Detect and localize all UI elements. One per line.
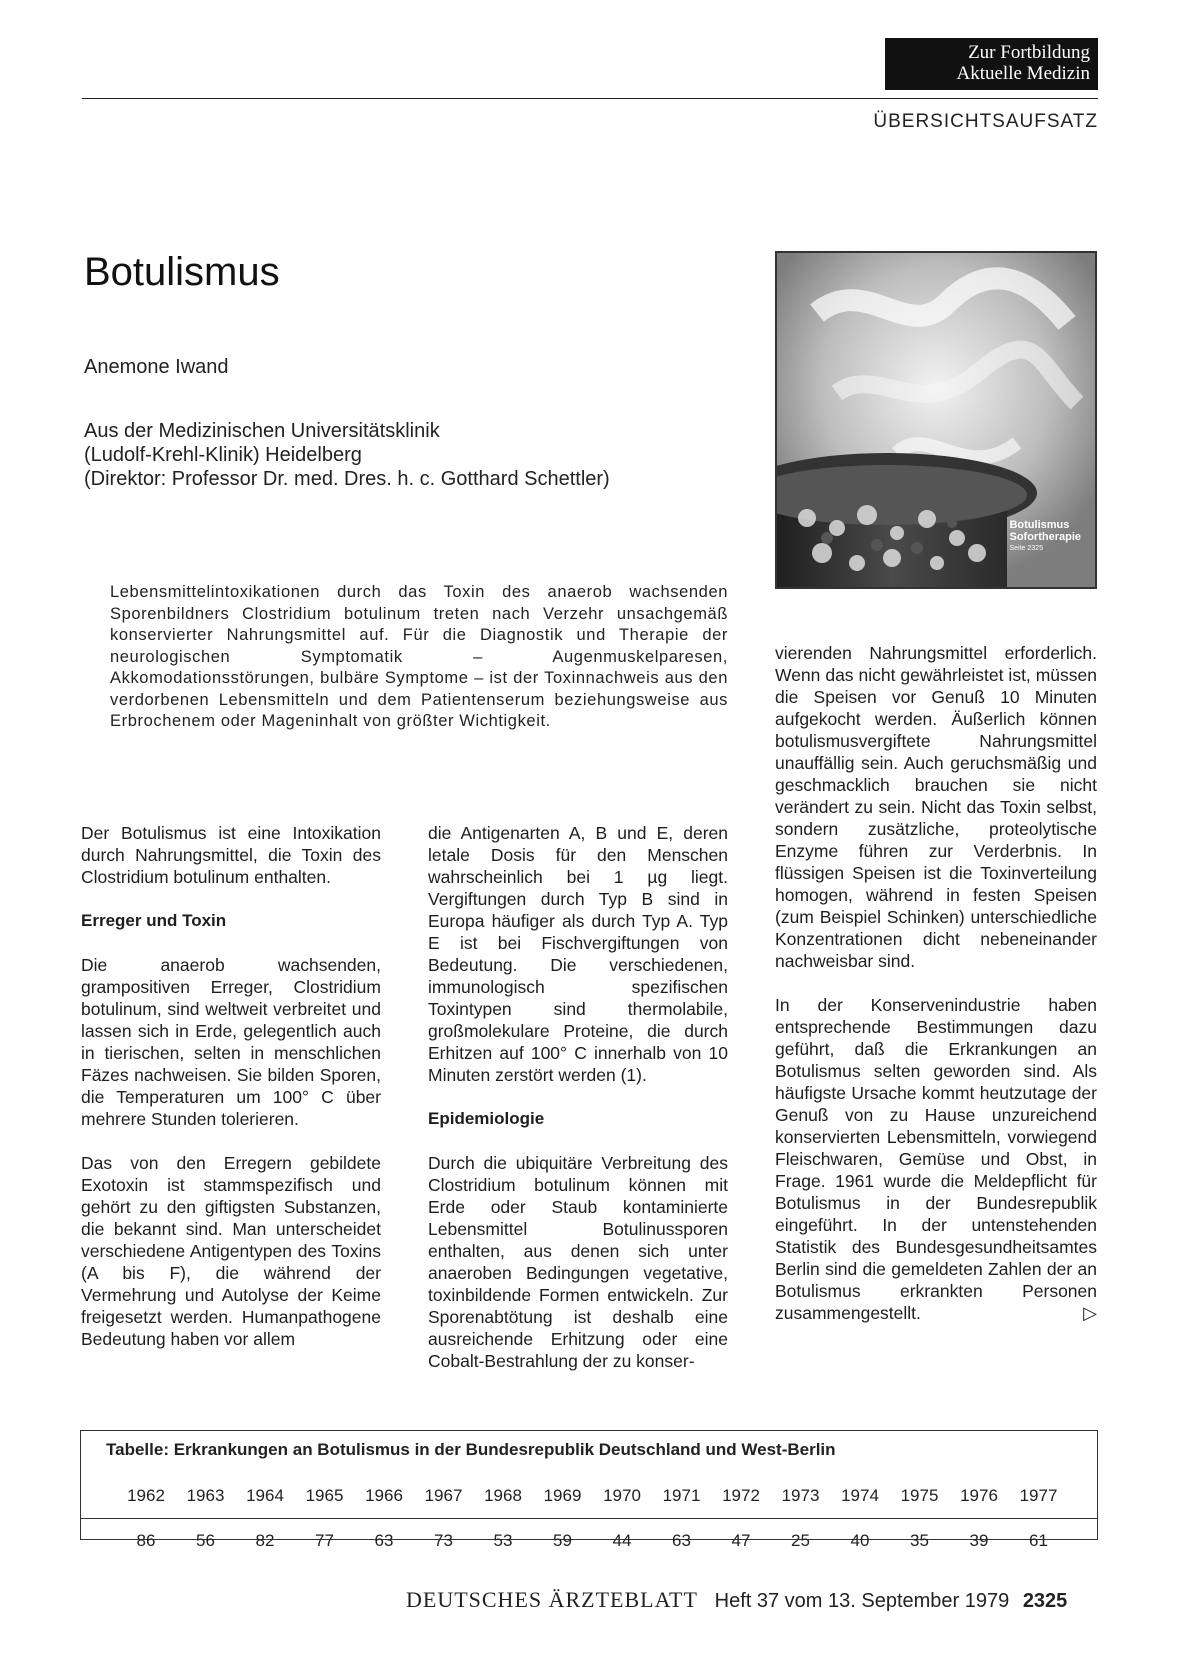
- author-affiliation: [84, 419, 610, 491]
- photo-caption-line-3: Seite 2325: [1009, 545, 1043, 552]
- table-value-cell: 73: [434, 1531, 453, 1550]
- cover-photo: [775, 251, 1097, 589]
- paragraph: Der Botulismus ist eine Intoxikation durch Nahrungsmittel, die Toxin des Clostridium botulinum enthalten.: [81, 823, 381, 887]
- table-row-years: [81, 1486, 1097, 1510]
- section-heading: Epidemiologie: [428, 1109, 545, 1128]
- abstract: Lebensmittelintoxikationen durch das Toxin des anaerob wachsenden Sporenbildners Clostridium botulinum treten nach Verzehr unsachgemäß konservierter Nahrungsmittel auf. Für die Diagnostik und Therapie der neurologischen Symptomatik – Augenmuskelparesen, Akkomodationsstörungen, bulbäre Symptome – ist der Toxinnachweis aus den verdorbenen Lebensmitteln und dem Patientenserum beziehungsweise aus Erbrochenem oder Mageninhalt von größter Wichtigkeit.: [110, 583, 728, 730]
- table-year-cell: 1976: [960, 1486, 998, 1505]
- table-value-cell: 25: [791, 1531, 810, 1550]
- table-row-values: [81, 1531, 1097, 1555]
- body-column-2: [428, 822, 728, 1394]
- table-value-cell: 35: [910, 1531, 929, 1550]
- page-footer: [406, 1587, 1067, 1613]
- table-title: Tabelle: Erkrankungen an Botulismus in der Bundesrepublik Deutschland und West-Berlin: [106, 1440, 836, 1459]
- table-year-cell: 1977: [1019, 1486, 1058, 1505]
- badge-line-1: Zur Fortbildung: [968, 42, 1090, 63]
- table-year-cell: 1965: [305, 1486, 344, 1505]
- table-value-cell: 56: [196, 1531, 215, 1550]
- table-year-cell: 1963: [186, 1486, 225, 1505]
- table-year-cell: 1967: [424, 1486, 463, 1505]
- statistics-table: [80, 1430, 1098, 1550]
- table-year-cell: 1970: [603, 1486, 641, 1505]
- photo-caption: [1009, 519, 1081, 555]
- paragraph: Die anaerob wachsenden, grampositiven Erreger, Clostridium botulinum, sind weltweit verbreitet und lassen sich in Erde, gelegentlich auch in tierischen, selten in menschlichen Fäzes nachweisen. Sie bilden Sporen, die Temperaturen um 100° C über mehrere Stunden tolerieren.: [81, 955, 381, 1129]
- issue-info: Heft 37 vom 13. September 1979: [714, 1590, 1010, 1612]
- table-year-cell: 1975: [900, 1486, 939, 1505]
- paragraph: vierenden Nahrungsmittel erforderlich. Wenn das nicht gewährleistet ist, müssen die Speisen vor Genuß 10 Minuten aufgekocht werden. Äußerlich können botulismusvergiftete Nahrungsmittel unauffällig sein. Auch geruchsmäßig und geschmacklich brauchen sie nicht verändert zu sein. Nicht das Toxin selbst, sondern zusätzliche, proteolytische Enzyme führen zur Verderbnis. In flüssigen Speisen ist die Toxinverteilung homogen, während in festen Speisen (zum Beispiel Schinken) unterschiedliche Konzentrationen dicht nebeneinander nachweisbar sind.: [775, 643, 1097, 971]
- paragraph: Das von den Erregern gebildete Exotoxin ist stammspezifisch und gehört zu den giftigsten Substanzen, die bekannt sind. Man unterscheidet verschiedene Antigentypen des Toxins (A bis F), die während der Vermehrung und Autolyse der Keime freigesetzt werden. Humanpathogene Bedeutung haben vor allem: [81, 1153, 381, 1349]
- paragraph-text: In der Konservenindustrie haben entsprechende Bestimmungen dazu geführt, daß die Erkrankungen an Botulismus selten geworden sind. Als häufigste Ursache kommt heutzutage der Genuß von zu Hause unzureichend konservierten Lebensmitteln, vorwiegend Fleischwaren, Gemüse und Obst, in Frage. 1961 wurde die Meldepflicht für Botulismus in der Bundesrepublik eingeführt. In der untenstehenden Statistik des Bundesgesundheitsamtes Berlin sind die gemeldeten Zahlen der an Botulismus erkrankten Personen zusammengestellt.: [775, 995, 1097, 1323]
- badge-line-2: Aktuelle Medizin: [956, 63, 1090, 84]
- table-value-cell: 61: [1029, 1531, 1048, 1550]
- affiliation-line-3: (Direktor: Professor Dr. med. Dres. h. c. Gotthard Schettler): [84, 468, 610, 490]
- table-value-cell: 44: [612, 1531, 632, 1550]
- article-author: Anemone Iwand: [84, 356, 229, 378]
- continue-arrow-icon: ▷: [1083, 1303, 1097, 1323]
- table-year-cell: 1962: [127, 1486, 165, 1505]
- table-value-cell: 86: [136, 1531, 156, 1550]
- paragraph: Durch die ubiquitäre Verbreitung des Clostridium botulinum können mit Erde oder Staub kontaminierte Lebensmittel Botulinussporen enthalten, aus denen sich unter anaeroben Bedingungen vegetative, toxinbildende Formen entwickeln. Zur Sporenabtötung ist deshalb eine ausreichende Erhitzung oder eine Cobalt-Bestrahlung der zu konser-: [428, 1153, 728, 1371]
- journal-name: DEUTSCHES ÄRZTEBLATT: [406, 1587, 698, 1612]
- header-rule: [82, 98, 1098, 99]
- table-value-cell: 53: [493, 1531, 513, 1550]
- table-year-cell: 1972: [722, 1486, 760, 1505]
- body-column-1: [81, 822, 381, 1372]
- table-value-cell: 39: [969, 1531, 989, 1550]
- table-year-cell: 1969: [543, 1486, 582, 1505]
- affiliation-line-1: Aus der Medizinischen Universitätsklinik: [84, 420, 440, 442]
- table-year-cell: 1973: [781, 1486, 820, 1505]
- table-row-divider: [80, 1518, 1098, 1519]
- section-badge: [885, 38, 1098, 90]
- article-title: Botulismus: [84, 250, 280, 294]
- paragraph: [775, 994, 1097, 1324]
- table-value-cell: 40: [850, 1531, 870, 1550]
- table-value-cell: 63: [374, 1531, 394, 1550]
- table-year-cell: 1968: [484, 1486, 522, 1505]
- table-year-cell: 1964: [246, 1486, 284, 1505]
- table-value-cell: 63: [672, 1531, 691, 1550]
- table-year-cell: 1966: [365, 1486, 403, 1505]
- page-number: 2325: [1022, 1590, 1068, 1612]
- table-value-cell: 77: [315, 1531, 334, 1550]
- photo-caption-line-2: Sofortherapie: [1009, 531, 1081, 543]
- table-value-cell: 47: [731, 1531, 751, 1550]
- section-heading: Erreger und Toxin: [81, 911, 227, 930]
- paragraph: die Antigenarten A, B und E, deren letale Dosis für den Menschen wahrscheinlich bei 1 µg liegt. Vergiftungen durch Typ B sind in Europa häufiger als durch Typ A. Typ E ist bei Fischvergiftungen von Bedeutung. Die verschiedenen, immunologisch spezifischen Toxintypen sind thermolabile, großmolekulare Proteine, die durch Erhitzen auf 100° C innerhalb von 10 Minuten zerstört werden (1).: [428, 823, 728, 1085]
- photo-caption-line-1: Botulismus: [1009, 519, 1070, 531]
- table-value-cell: 59: [553, 1531, 572, 1550]
- table-value-cell: 82: [255, 1531, 275, 1550]
- affiliation-line-2: (Ludolf-Krehl-Klinik) Heidelberg: [84, 444, 362, 466]
- section-label: ÜBERSICHTSAUFSATZ: [873, 111, 1098, 132]
- table-year-cell: 1974: [841, 1486, 879, 1505]
- table-year-cell: 1971: [662, 1486, 701, 1505]
- body-column-3: [775, 642, 1097, 1346]
